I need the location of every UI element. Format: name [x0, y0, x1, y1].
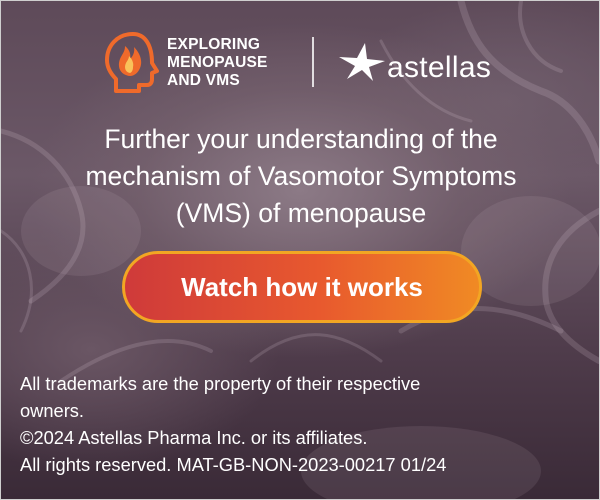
- brand-line: AND VMS: [167, 72, 240, 89]
- legal-line: owners.: [20, 400, 85, 421]
- watch-how-it-works-button[interactable]: Watch how it works: [122, 251, 482, 323]
- brand-line: MENOPAUSE: [167, 54, 268, 71]
- brand-title: [167, 36, 268, 90]
- legal-line: All rights reserved. MAT-GB-NON-2023-00217 01/24: [20, 454, 447, 475]
- star-icon: [337, 39, 389, 83]
- headline-line: (VMS) of menopause: [175, 198, 427, 228]
- headline-line: mechanism of Vasomotor Symptoms: [85, 161, 517, 191]
- headline-line: Further your understanding of the: [104, 124, 498, 154]
- brand-line: EXPLORING: [167, 36, 261, 53]
- legal-line: All trademarks are the property of their respective: [20, 373, 421, 394]
- headline: [31, 121, 571, 232]
- header-divider: [312, 37, 314, 87]
- partner-logo-text: astellas: [387, 51, 492, 84]
- header: [1, 31, 599, 93]
- legal-line: ©2024 Astellas Pharma Inc. or its affiliates.: [20, 427, 368, 448]
- flame-head-icon: [103, 31, 161, 93]
- legal-text: [20, 370, 590, 478]
